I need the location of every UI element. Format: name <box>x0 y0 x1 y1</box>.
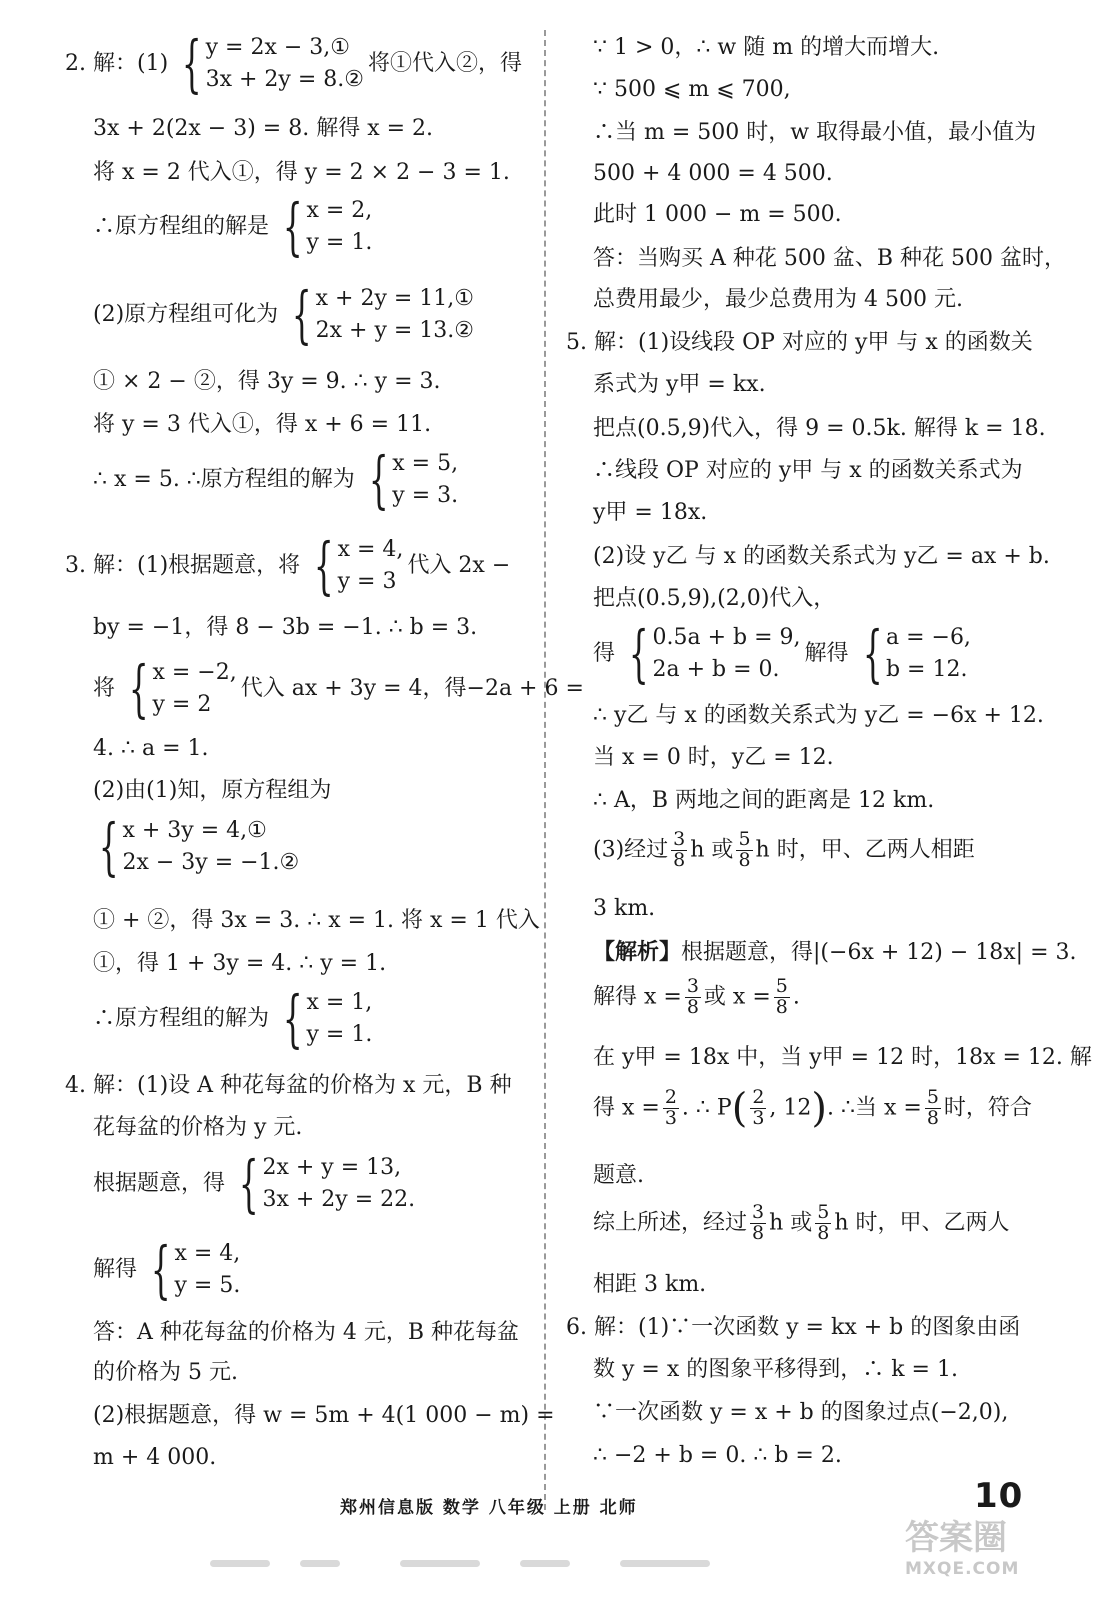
scan-smudge <box>400 1560 480 1567</box>
text-line: 得 { 0.5a + b = 9, 2a + b = 0. 解得 { a = −6, b = 12. <box>593 616 971 690</box>
text-line: (3)经过 $\frac{3}{8}$ h 或 $\frac{5}{8}$ h 时，甲、乙两人相距 <box>593 828 975 871</box>
problem-2-intro: 2. 解：(1) { y = 2x − 3,① 3x + 2y = 8.② 将①代入②，得 <box>65 26 523 100</box>
text-line: 将 { x = −2, y = 2 代入 ax + 3y = 4，得−2a + 6 = <box>93 651 584 725</box>
text-line: 4. ∴ a = 1. <box>93 736 209 761</box>
text-line: ∴原方程组的解为 { x = 1, y = 1. <box>93 981 373 1055</box>
watermark-logo: 答案圈 MXQE.COM <box>905 1518 1020 1579</box>
text-line: 根据题意，得 { 2x + y = 13, 3x + 2y = 22. <box>93 1146 416 1220</box>
page-number: 10 <box>974 1476 1024 1516</box>
scan-smudge <box>210 1560 270 1567</box>
text-line: (2)设 y乙 与 x 的函数关系式为 y乙 = ax + b. <box>593 544 1050 569</box>
analysis-line: 【解析】根据题意，得|(−6x + 12) − 18x| = 3. <box>593 939 1077 965</box>
text-line: 在 y甲 = 18x 中，当 y甲 = 12 时，18x = 12. 解 <box>593 1045 1092 1070</box>
scan-smudge <box>300 1560 340 1567</box>
text-line: m + 4 000. <box>93 1445 217 1470</box>
text-line: ∴ y乙 与 x 的函数关系式为 y乙 = −6x + 12. <box>593 703 1044 728</box>
text-line: 相距 3 km. <box>593 1272 707 1297</box>
text-line: 得 x = $\frac{2}{3}$ . ∴ P( $\frac{2}{3}$ , 12). ∴当 x = $\frac{5}{8}$ 时，符合 <box>593 1085 1032 1132</box>
text-line: ∴ x = 5. ∴原方程组的解为 { x = 5, y = 3. <box>93 442 459 516</box>
equation-system: { y = 2x − 3,① 3x + 2y = 8.② <box>182 26 364 100</box>
text-line: ∵一次函数 y = x + b 的图象过点(−2,0), <box>593 1400 1009 1425</box>
text-line: 花每盆的价格为 y 元. <box>93 1115 303 1140</box>
text-line: 3x + 2(2x − 3) = 8. 解得 x = 2. <box>93 116 434 141</box>
text-line: 数 y = x 的图象平移得到，∴ k = 1. <box>593 1357 958 1382</box>
text-line: ① + ②，得 3x = 3. ∴ x = 1. 将 x = 1 代入 <box>93 908 540 933</box>
text-line: 当 x = 0 时，y乙 = 12. <box>593 745 834 770</box>
text-line: 总费用最少，最少总费用为 4 500 元. <box>593 287 963 312</box>
text-line: { x + 3y = 4,① 2x − 3y = −1.② <box>98 809 300 883</box>
text-line: 题意. <box>593 1163 644 1188</box>
text-line: (2)原方程组可化为 { x + 2y = 11,① 2x + y = 13.② <box>93 277 475 351</box>
text-line: 将 y = 3 代入①，得 x + 6 = 11. <box>93 412 432 437</box>
problem-3-intro: 3. 解：(1)根据题意，将 { x = 4, y = 3 代入 2x − <box>65 528 511 602</box>
text-line: 答：当购买 A 种花 500 盆、B 种花 500 盆时， <box>593 246 1066 271</box>
text-line: ①，得 1 + 3y = 4. ∴ y = 1. <box>93 951 387 976</box>
text-line: by = −1，得 8 − 3b = −1. ∴ b = 3. <box>93 615 478 640</box>
scan-smudge <box>620 1560 710 1567</box>
text-line: ∴原方程组的解是 { x = 2, y = 1. <box>93 189 373 263</box>
problem-6-intro: 6. 解：(1)∵一次函数 y = kx + b 的图象由函 <box>566 1315 1021 1340</box>
text-line: ∵ 1 > 0，∴ w 随 m 的增大而增大. <box>593 35 940 60</box>
text-line: 500 + 4 000 = 4 500. <box>593 161 833 186</box>
text-line: ∴ −2 + b = 0. ∴ b = 2. <box>593 1443 842 1468</box>
text-line: ① × 2 − ②，得 3y = 9. ∴ y = 3. <box>93 369 441 394</box>
text-line: 3 km. <box>593 896 656 921</box>
text-line: 系式为 y甲 = kx. <box>593 372 766 397</box>
text-line: (2)根据题意，得 w = 5m + 4(1 000 − m) = <box>93 1403 555 1428</box>
scan-smudge <box>520 1560 570 1567</box>
text-line: 的价格为 5 元. <box>93 1360 238 1385</box>
text-line: (2)由(1)知，原方程组为 <box>93 778 332 803</box>
text-line: 把点(0.5,9)代入，得 9 = 0.5k. 解得 k = 18. <box>593 416 1046 441</box>
text-line: 解得 x = $\frac{3}{8}$ 或 x = $\frac{5}{8}$ . <box>593 975 800 1018</box>
footer-text: 郑州信息版 数学 八年级 上册 北师 <box>340 1498 638 1518</box>
problem-5-intro: 5. 解：(1)设线段 OP 对应的 y甲 与 x 的函数关 <box>566 330 1033 355</box>
text-line: ∴ A，B 两地之间的距离是 12 km. <box>593 788 935 813</box>
text-line: 答：A 种花每盆的价格为 4 元，B 种花每盆 <box>93 1320 520 1345</box>
text-line: 把点(0.5,9),(2,0)代入， <box>593 586 836 611</box>
text-line: ∴当 m = 500 时，w 取得最小值，最小值为 <box>593 120 1037 145</box>
text-line: ∵ 500 ⩽ m ⩽ 700, <box>593 77 791 102</box>
problem-4-intro: 4. 解：(1)设 A 种花每盆的价格为 x 元，B 种 <box>65 1073 512 1098</box>
text-line: 综上所述，经过 $\frac{3}{8}$ h 或 $\frac{5}{8}$ h 时，甲、乙两人 <box>593 1201 1010 1244</box>
text-line: 此时 1 000 − m = 500. <box>593 202 842 227</box>
text-line: y甲 = 18x. <box>593 500 708 525</box>
text-line: ∴线段 OP 对应的 y甲 与 x 的函数关系式为 <box>593 458 1023 483</box>
text-line: 解得 { x = 4, y = 5. <box>93 1232 241 1306</box>
text-line: 将 x = 2 代入①，得 y = 2 × 2 − 3 = 1. <box>93 160 510 185</box>
